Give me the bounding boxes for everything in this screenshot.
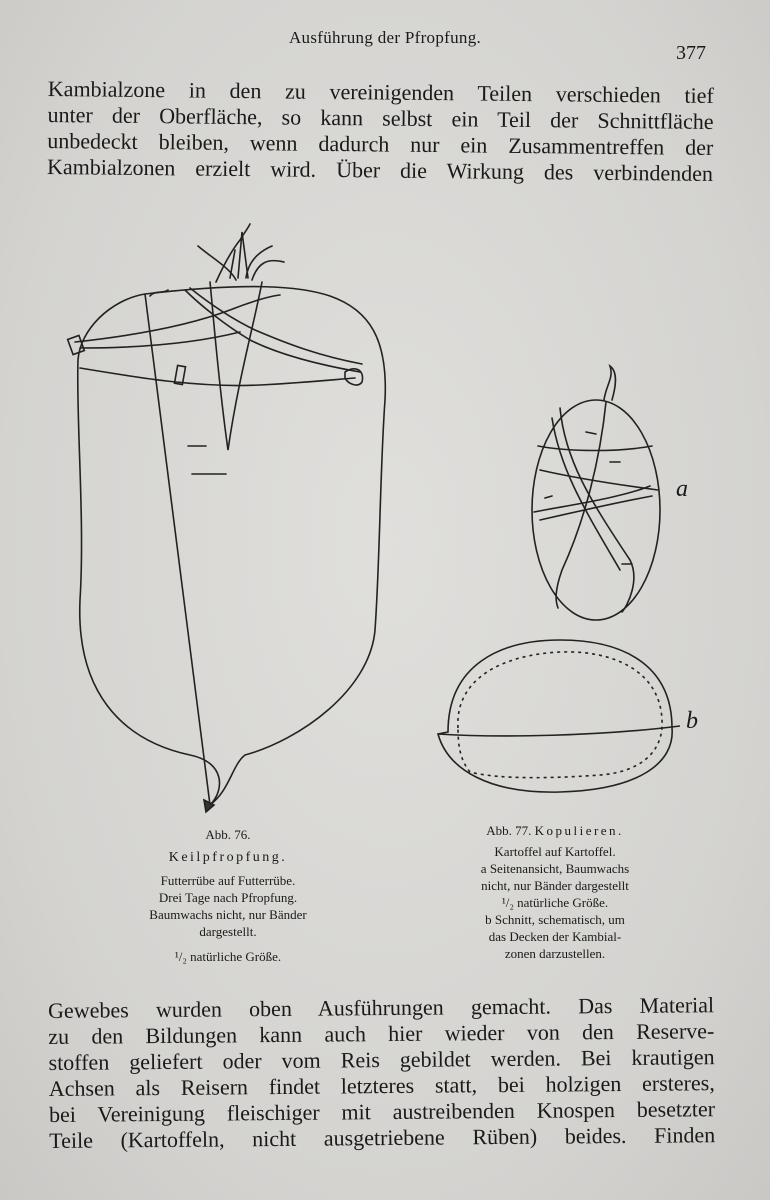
caption-line: zonen darzustellen. — [504, 946, 606, 961]
text-line: unter der Oberfläche, so kann selbst ein Teil der Schnittfläche — [47, 101, 714, 134]
potato-outline — [532, 400, 660, 620]
figure-title: Keilpfropfung. — [168, 850, 288, 865]
bast-band — [80, 368, 355, 386]
caption-line: ¹/₂ natürliche Größe. — [501, 895, 609, 910]
figure-77-label-a: a — [676, 476, 688, 502]
caption-line: Baumwachs nicht, nur Bänder — [149, 907, 307, 922]
figure-heading — [440, 822, 670, 839]
bast-band — [560, 408, 634, 612]
caption-line: dargestellt. — [199, 924, 257, 939]
leaf-tuft — [230, 232, 248, 278]
figure-77-caption — [440, 822, 670, 962]
cut-line — [538, 446, 652, 451]
text-line: unbedeckt bleiben, wenn dadurch nur ein Zusammentreffen der — [47, 127, 714, 160]
caption-line: b Schnitt, schematisch, um — [485, 912, 625, 927]
caption-line: Drei Tage nach Pfropfung. — [158, 890, 298, 905]
text-line: Kambialzone in den zu vereinigenden Teilen verschieden tief — [47, 76, 714, 108]
text-line: bei Vereinigung fleischiger mit austreibenden Knospen besetzter — [48, 1096, 716, 1127]
caption-line: a Seitenansicht, Baumwachs — [480, 861, 630, 876]
cambium-zone — [458, 652, 662, 778]
running-head: Ausführung der Pfropfung. — [288, 28, 482, 47]
figure-76-caption — [98, 826, 358, 965]
bast-band — [190, 288, 362, 364]
caption-line: Futterrübe auf Futterrübe. — [160, 873, 296, 888]
bast-band — [540, 470, 658, 490]
page-number: 377 — [676, 42, 706, 64]
bottom-paragraph — [48, 992, 715, 1154]
figure-title: Kopulieren. — [534, 823, 624, 838]
sprout — [604, 366, 616, 400]
figure-77a-potato-drawing — [532, 366, 660, 620]
beet-outline — [78, 287, 386, 805]
text-line: Achsen als Reisern findet letzteres statt, bei holzigen ersteres, — [48, 1070, 715, 1101]
figure-76-beet-drawing — [68, 224, 386, 812]
figure-number: Abb. 77. — [486, 823, 532, 838]
bast-band — [75, 295, 280, 342]
caption-line: Kartoffel auf Kartoffel. — [494, 844, 616, 859]
section-outline — [438, 640, 672, 792]
text-line: Gewebes wurden oben Ausführungen gemacht. Das Material — [48, 992, 715, 1023]
caption-scale: ¹/₂ natürliche Größe. — [174, 949, 282, 964]
text-line: zu den Bildungen kann auch hier wieder von den Reserve- — [48, 1018, 715, 1049]
figure-77-label-b: b — [686, 708, 698, 734]
section-divider — [438, 726, 680, 736]
figure-77b-section-drawing — [438, 640, 680, 792]
caption-line: nicht, nur Bänder dargestellt — [481, 878, 629, 893]
text-line: stoffen geliefert oder vom Reis gebildet werden. Bei krautigen — [48, 1044, 715, 1075]
text-line: Teile (Kartoffeln, nicht ausgetriebene Rüben) beides. Finden — [49, 1122, 716, 1153]
bast-band — [552, 418, 620, 570]
text-line: Kambialzonen erzielt wird. Über die Wirkung des verbindenden — [46, 153, 714, 186]
scion-leaves — [198, 224, 284, 282]
caption-line: das Decken der Kambial- — [488, 929, 622, 944]
figure-number: Abb. 76. — [205, 827, 251, 842]
notch-mark — [150, 290, 226, 474]
tie-end — [68, 335, 85, 354]
